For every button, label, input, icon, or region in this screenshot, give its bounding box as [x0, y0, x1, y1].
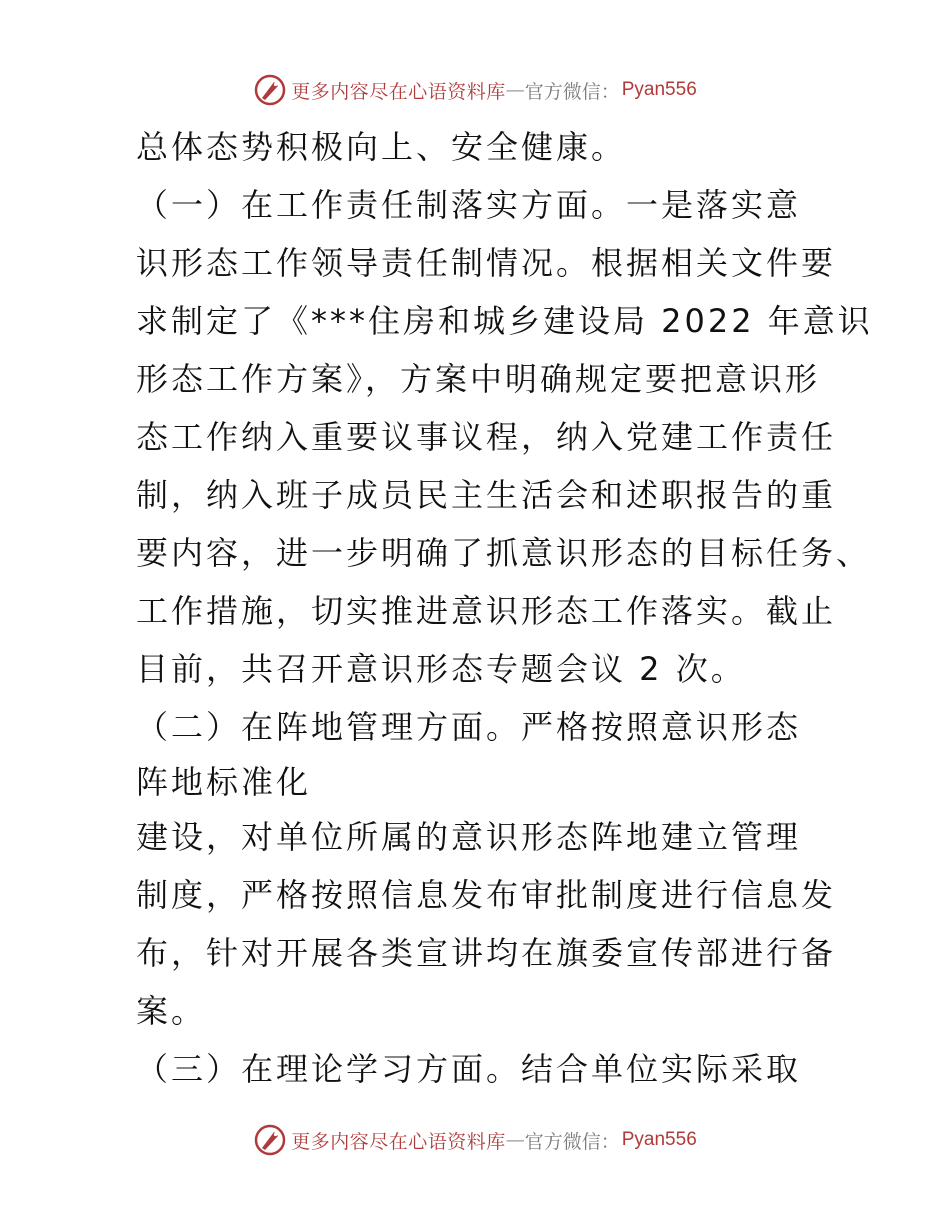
pen-nib-logo-icon [253, 1123, 287, 1157]
body-line: 目前，共召开意识形态专题会议 2 次。 [136, 650, 746, 688]
footer-watermark [0, 1120, 950, 1160]
watermark-wechat-id: Pyan556 [621, 79, 697, 100]
body-line: 求制定了《***住房和城乡建设局 2022 年意识 [136, 302, 873, 340]
body-line: 阵地标准化 [136, 763, 312, 801]
body-line: （一）在工作责任制落实方面。一是落实意 [136, 186, 802, 224]
watermark-wechat-id: Pyan556 [621, 1129, 697, 1150]
body-line: （三）在理论学习方面。结合单位实际采取 [136, 1050, 802, 1088]
body-line: （二）在阵地管理方面。严格按照意识形态 [136, 708, 802, 746]
body-line: 制度，严格按照信息发布审批制度进行信息发 [136, 876, 837, 914]
body-line: 制，纳入班子成员民主生活会和述职报告的重 [136, 476, 837, 514]
body-line: 布，针对开展各类宣讲均在旗委宣传部进行备 [136, 934, 837, 972]
body-line: 形态工作方案》，方案中明确规定要把意识形 [136, 360, 821, 398]
body-line: 态工作纳入重要议事议程，纳入党建工作责任 [136, 418, 837, 456]
body-line: 案。 [136, 992, 207, 1030]
body-line: 建设，对单位所属的意识形态阵地建立管理 [136, 818, 802, 856]
watermark-dash: — [505, 1129, 525, 1151]
watermark-dash: — [505, 79, 525, 101]
body-line: 总体态势积极向上、安全健康。 [136, 128, 627, 166]
document-body [136, 118, 873, 1098]
watermark-wechat-label: 官方微信： [524, 1130, 620, 1153]
watermark-wechat-label: 官方微信： [524, 80, 620, 103]
body-line: 工作措施，切实推进意识形态工作落实。截止 [136, 592, 837, 630]
watermark-main-text: 更多内容尽在心语资料库 [291, 80, 506, 103]
body-line: 识形态工作领导责任制情况。根据相关文件要 [136, 244, 837, 282]
header-watermark [0, 70, 950, 110]
pen-nib-logo-icon [253, 73, 287, 107]
body-line: 要内容，进一步明确了抓意识形态的目标任务、 [136, 534, 872, 572]
watermark-main-text: 更多内容尽在心语资料库 [291, 1130, 506, 1153]
